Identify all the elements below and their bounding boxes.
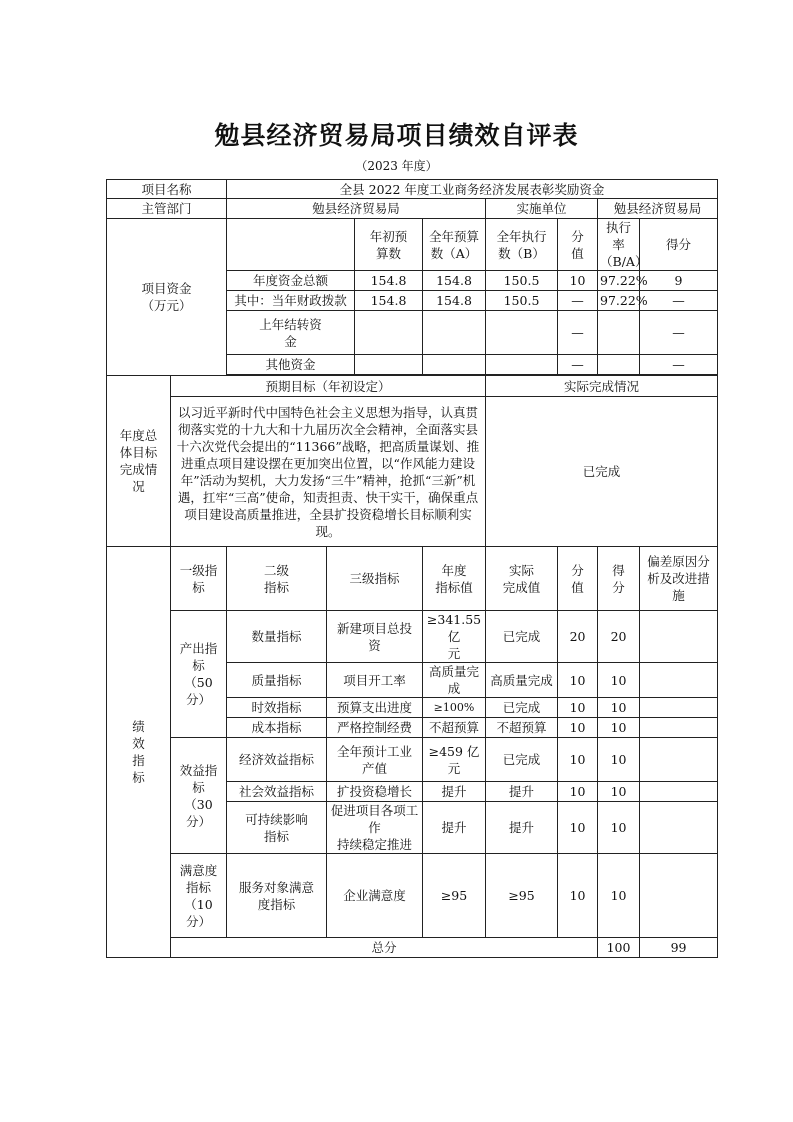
indicator-score-value: 10 [558,854,598,938]
indicator-level2: 可持续影响 指标 [227,802,327,854]
funds-cell: — [558,311,598,355]
funds-cell: — [640,355,718,375]
indicator-header-level1: 一级指 标 [171,547,227,611]
indicator-target: 提升 [423,802,486,854]
indicator-level2: 社会效益指标 [227,782,327,802]
table-body [107,180,718,958]
indicator-deviation [640,611,718,663]
table-row [107,376,718,397]
indicator-score: 10 [598,663,640,698]
funds-header-executed: 全年执行 数（B） [486,219,558,271]
goals-expected-header: 预期目标（年初设定） [171,376,486,397]
funds-cell: — [558,355,598,375]
indicator-level2: 经济效益指标 [227,738,327,782]
indicator-level1-benefit: 效益指 标 （30 分） [171,738,227,854]
total-score: 99 [640,938,718,958]
table-row [107,219,718,271]
funds-cell [355,355,423,375]
funds-row-label: 其中：当年财政拨款 [227,291,355,311]
funds-cell: 154.8 [355,291,423,311]
indicator-score-value: 10 [558,802,598,854]
indicator-score-value: 10 [558,738,598,782]
indicator-deviation [640,718,718,738]
indicator-actual: 提升 [486,782,558,802]
total-score-value: 100 [598,938,640,958]
indicator-level2: 服务对象满意 度指标 [227,854,327,938]
indicator-level3: 预算支出进度 [327,698,423,718]
indicator-actual: 已完成 [486,611,558,663]
indicator-deviation [640,738,718,782]
table-row [107,397,718,547]
indicators-label: 绩 效 指 标 [107,547,171,958]
indicator-level3: 新建项目总投 资 [327,611,423,663]
indicator-level2: 数量指标 [227,611,327,663]
goals-label: 年度总 体目标 完成情 况 [107,376,171,547]
indicator-level3: 全年预计工业 产值 [327,738,423,782]
indicator-level1-output: 产出指 标 （50 分） [171,611,227,738]
funds-row-label: 其他资金 [227,355,355,375]
dept-label: 主管部门 [107,199,227,219]
indicator-target: 高质量完成 [423,663,486,698]
indicator-actual: 提升 [486,802,558,854]
funds-cell: 97.22% [598,271,640,291]
funds-header-initial: 年初预 算数 [355,219,423,271]
indicator-target: ≥100% [423,698,486,718]
indicator-deviation [640,698,718,718]
indicator-level3: 促进项目各项工作 持续稳定推进 [327,802,423,854]
funds-cell: 97.22% [598,291,640,311]
funds-label: 项目资金 （万元） [107,219,227,376]
indicator-target: 不超预算 [423,718,486,738]
goals-expected-text: 以习近平新时代中国特色社会主义思想为指导，认真贯彻落实党的十九大和十九届历次全会精神，全面落实县十六次党代会提出的“11366”战略，把高质量谋划、推进重点项目建设摆在更加突出位置，以“作风能力建设年”活动为契机，大力发扬“三牛”精神，抢抓“三新”机遇，扛牢“三高”使命，知责担责、快干实干，确保重点项目建设高质量推进，全县扩投资稳增长目标顺利实现。 [171,397,486,547]
funds-cell [598,311,640,355]
funds-cell: — [640,311,718,355]
table-row [107,611,718,663]
indicator-score: 10 [598,854,640,938]
indicator-level3: 扩投资稳增长 [327,782,423,802]
funds-cell: 150.5 [486,271,558,291]
funds-header-annual: 全年预算 数（A） [423,219,486,271]
page-title: 勉县经济贸易局项目绩效自评表 [214,121,579,150]
funds-header-score-value: 分 值 [558,219,598,271]
funds-cell [423,311,486,355]
dept-value: 勉县经济贸易局 [227,199,486,219]
indicator-level3: 企业满意度 [327,854,423,938]
impl-label: 实施单位 [486,199,598,219]
indicator-level2: 时效指标 [227,698,327,718]
project-name-label: 项目名称 [107,180,227,199]
indicator-deviation [640,802,718,854]
funds-cell [486,311,558,355]
page-subtitle: （2023 年度） [355,159,438,173]
indicator-header-actual: 实际 完成值 [486,547,558,611]
funds-cell: 154.8 [355,271,423,291]
funds-cell: 154.8 [423,291,486,311]
funds-header-rate: 执行率 （B/A） [598,219,640,271]
funds-cell [598,355,640,375]
goals-actual-header: 实际完成情况 [486,376,718,397]
indicator-header-score-value: 分 值 [558,547,598,611]
indicator-target: ≥341.55 亿 元 [423,611,486,663]
funds-cell [355,311,423,355]
funds-cell: — [558,291,598,311]
project-name-value: 全县 2022 年度工业商务经济发展表彰奖励资金 [227,180,718,199]
indicator-actual: 已完成 [486,738,558,782]
funds-row-label: 上年结转资 金 [227,311,355,355]
indicator-actual: ≥95 [486,854,558,938]
indicator-level2: 质量指标 [227,663,327,698]
indicator-target: 提升 [423,782,486,802]
indicator-level1-satisfaction: 满意度 指标 （10 分） [171,854,227,938]
table-row [107,180,718,199]
indicator-level2: 成本指标 [227,718,327,738]
funds-cell: — [640,291,718,311]
indicator-actual: 已完成 [486,698,558,718]
indicator-header-level2: 二级 指标 [227,547,327,611]
funds-cell: 150.5 [486,291,558,311]
indicator-header-deviation: 偏差原因分 析及改进措 施 [640,547,718,611]
funds-cell: 9 [640,271,718,291]
table-row [107,199,718,219]
goals-actual-text: 已完成 [486,397,718,547]
indicator-score: 10 [598,718,640,738]
indicator-header-target: 年度 指标值 [423,547,486,611]
indicator-header-level3: 三级指标 [327,547,423,611]
funds-corner-cell [227,219,355,271]
indicator-score: 20 [598,611,640,663]
indicator-target: ≥459 亿元 [423,738,486,782]
total-label: 总分 [171,938,598,958]
funds-cell [486,355,558,375]
indicator-level3: 项目开工率 [327,663,423,698]
table-row [107,854,718,938]
funds-row-label: 年度资金总额 [227,271,355,291]
indicator-level3: 严格控制经费 [327,718,423,738]
indicator-header-score: 得 分 [598,547,640,611]
table-row [107,938,718,958]
indicator-deviation [640,663,718,698]
indicator-score-value: 10 [558,782,598,802]
indicator-score-value: 10 [558,698,598,718]
funds-header-score: 得分 [640,219,718,271]
indicator-score-value: 10 [558,663,598,698]
indicator-score: 10 [598,782,640,802]
indicator-actual: 不超预算 [486,718,558,738]
indicator-actual: 高质量完成 [486,663,558,698]
funds-cell: 154.8 [423,271,486,291]
indicator-score: 10 [598,698,640,718]
indicator-score-value: 10 [558,718,598,738]
table-row [107,738,718,782]
indicator-deviation [640,854,718,938]
funds-cell [423,355,486,375]
indicator-score: 10 [598,802,640,854]
indicator-target: ≥95 [423,854,486,938]
table-row [107,547,718,611]
indicator-score-value: 20 [558,611,598,663]
funds-cell: 10 [558,271,598,291]
impl-value: 勉县经济贸易局 [598,199,718,219]
indicator-deviation [640,782,718,802]
self-evaluation-table [106,179,718,958]
indicator-score: 10 [598,738,640,782]
